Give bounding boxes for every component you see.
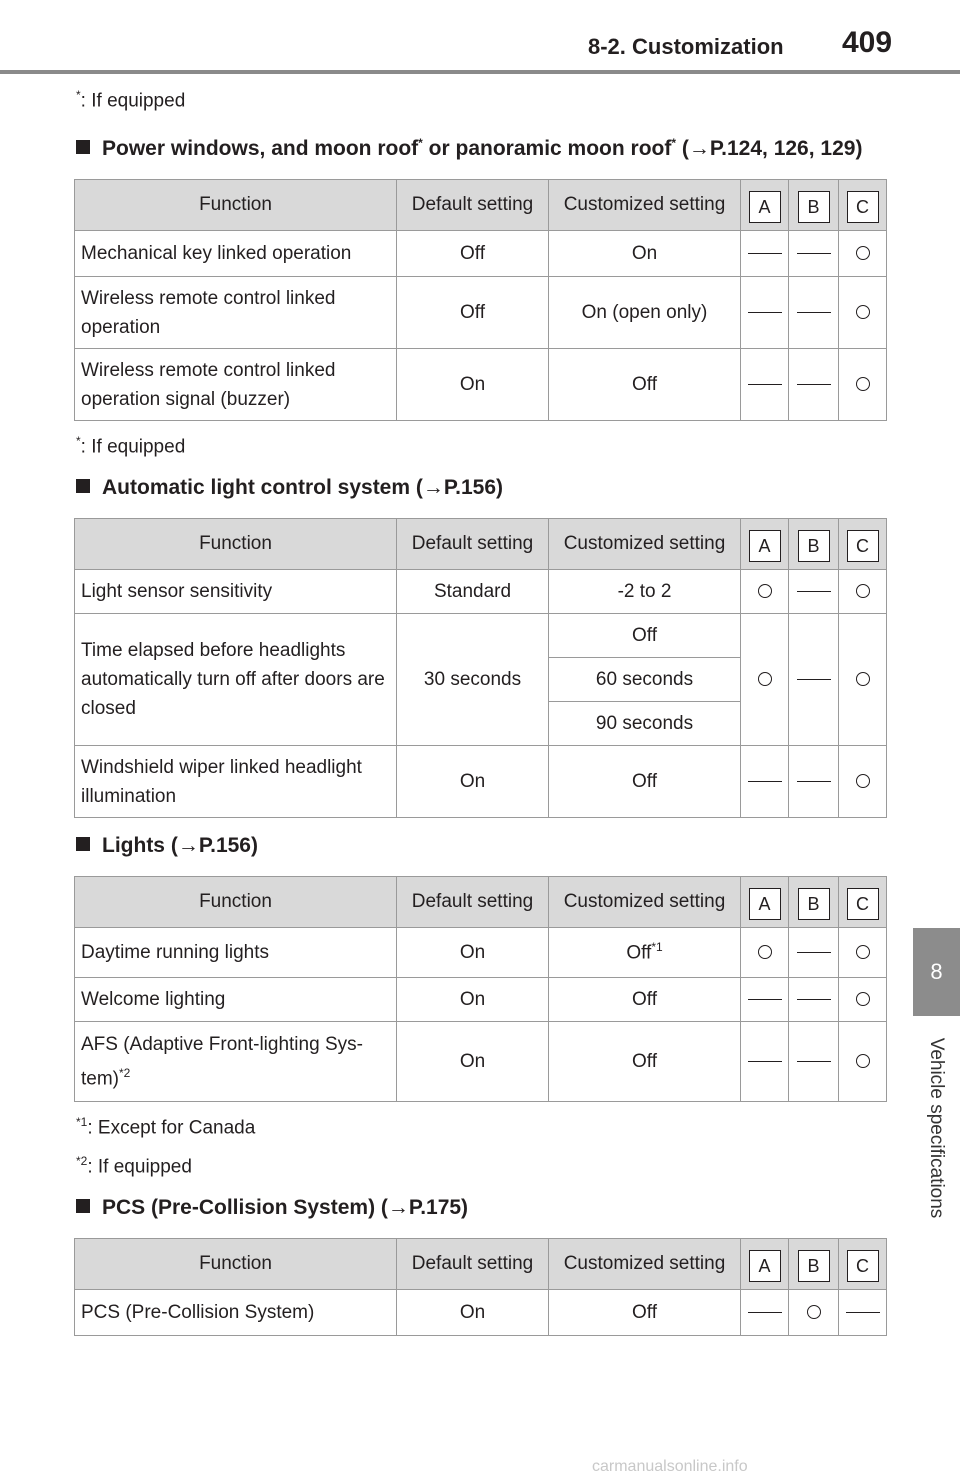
c-cell <box>839 1290 887 1336</box>
c-cell <box>839 570 887 614</box>
dash-icon <box>797 1061 831 1063</box>
header-customized: Customized setting <box>549 1239 741 1290</box>
header-c <box>839 1239 887 1290</box>
a-cell <box>741 570 789 614</box>
circle-icon <box>758 672 772 686</box>
a-cell <box>741 978 789 1022</box>
bullet-icon <box>76 1199 90 1213</box>
header-default: Default setting <box>397 1239 549 1290</box>
b-cell <box>789 1022 839 1102</box>
dash-icon <box>797 591 831 593</box>
b-cell <box>789 570 839 614</box>
a-cell <box>741 928 789 978</box>
c-cell <box>839 277 887 349</box>
label-a: A <box>749 530 781 562</box>
label-b: B <box>798 530 830 562</box>
a-cell <box>741 277 789 349</box>
customized-cell: -2 to 2 <box>549 570 741 614</box>
label-b: B <box>798 191 830 223</box>
footnote-marker: *1 <box>76 1115 88 1129</box>
customized-cell: Off <box>549 1290 741 1336</box>
b-cell <box>789 928 839 978</box>
default-cell: 30 seconds <box>397 614 549 746</box>
customized-cell: Off <box>549 614 741 658</box>
c-cell <box>839 746 887 818</box>
function-cell: Daytime running lights <box>75 928 397 978</box>
footnote-if-equipped <box>76 88 185 112</box>
heading-text-part2: or panoramic moon roof <box>422 137 672 160</box>
default-cell: On <box>397 1290 549 1336</box>
customized-cell: 90 seconds <box>549 702 741 746</box>
b-cell <box>789 746 839 818</box>
default-cell: On <box>397 928 549 978</box>
footnote-text: : If equipped <box>87 1156 192 1178</box>
function-cell <box>75 1022 397 1102</box>
table-row <box>75 277 887 349</box>
header-a <box>741 1239 789 1290</box>
table-row <box>75 349 887 421</box>
table-header-row <box>75 519 887 570</box>
customized-cell: 60 seconds <box>549 658 741 702</box>
b-cell <box>789 1290 839 1336</box>
c-cell <box>839 928 887 978</box>
circle-icon <box>856 774 870 788</box>
b-cell <box>789 231 839 277</box>
footnote-marker: * <box>418 136 423 150</box>
a-cell <box>741 1290 789 1336</box>
label-b: B <box>798 1250 830 1282</box>
dash-icon <box>797 253 831 255</box>
dash-icon <box>748 253 782 255</box>
power-windows-table <box>74 179 887 421</box>
footnote-text: : Except for Canada <box>87 1117 256 1139</box>
header-default: Default setting <box>397 180 549 231</box>
customized-cell: Off <box>549 746 741 818</box>
a-cell <box>741 614 789 746</box>
pcs-heading <box>76 1196 468 1220</box>
a-cell <box>741 746 789 818</box>
footnote-marker: * <box>76 434 81 448</box>
table-row <box>75 1022 887 1102</box>
dash-icon <box>797 952 831 954</box>
dash-icon <box>748 999 782 1001</box>
b-cell <box>789 978 839 1022</box>
default-cell: Off <box>397 277 549 349</box>
function-text: AFS (Adaptive Front-lighting Sys-tem) <box>81 1033 363 1090</box>
label-a: A <box>749 888 781 920</box>
circle-icon <box>856 672 870 686</box>
dash-icon <box>797 999 831 1001</box>
table-row <box>75 978 887 1022</box>
default-cell: Off <box>397 231 549 277</box>
dash-icon <box>797 781 831 783</box>
c-cell <box>839 614 887 746</box>
circle-icon <box>856 246 870 260</box>
heading-text: PCS (Pre-Collision System) (→P.175) <box>102 1196 469 1219</box>
bullet-icon <box>76 140 90 154</box>
header-a <box>741 519 789 570</box>
header-default: Default setting <box>397 519 549 570</box>
b-cell <box>789 277 839 349</box>
dash-icon <box>748 312 782 314</box>
default-cell: On <box>397 978 549 1022</box>
default-cell: On <box>397 1022 549 1102</box>
customized-value: Off <box>626 942 652 964</box>
table-row <box>75 746 887 818</box>
header-b <box>789 877 839 928</box>
heading-text: Lights (→P.156) <box>102 834 258 857</box>
dash-icon <box>797 312 831 314</box>
header-customized: Customized setting <box>549 519 741 570</box>
heading-text: Automatic light control system (→P.156) <box>102 476 504 499</box>
label-c: C <box>847 530 879 562</box>
auto-light-table <box>74 518 887 818</box>
header-c <box>839 877 887 928</box>
circle-icon <box>807 1305 821 1319</box>
dash-icon <box>797 384 831 386</box>
a-cell <box>741 349 789 421</box>
circle-icon <box>856 377 870 391</box>
circle-icon <box>856 305 870 319</box>
power-windows-heading <box>76 136 862 161</box>
function-cell: Time elapsed before headlights automatically turn off after doors are closed <box>75 614 397 746</box>
watermark: carmanualsonline.info <box>592 1458 748 1475</box>
default-cell: On <box>397 349 549 421</box>
default-cell: On <box>397 746 549 818</box>
heading-page-ref: (→P.124, 126, 129) <box>676 137 863 160</box>
table-row <box>75 231 887 277</box>
circle-icon <box>856 992 870 1006</box>
customized-cell: Off <box>549 1022 741 1102</box>
function-cell: Windshield wiper linked headlight illumination <box>75 746 397 818</box>
header-b <box>789 519 839 570</box>
footnote-marker: *2 <box>76 1154 88 1168</box>
header-divider <box>0 70 960 74</box>
footnote-marker: *2 <box>119 1065 131 1080</box>
pcs-table <box>74 1238 887 1336</box>
function-cell: Light sensor sensitivity <box>75 570 397 614</box>
footnote-text: : If equipped <box>80 436 186 458</box>
label-a: A <box>749 1250 781 1282</box>
a-cell <box>741 1022 789 1102</box>
circle-icon <box>758 945 772 959</box>
label-b: B <box>798 888 830 920</box>
dash-icon <box>748 384 782 386</box>
header-customized: Customized setting <box>549 877 741 928</box>
auto-light-heading <box>76 476 503 500</box>
page-number: 409 <box>842 26 893 59</box>
footnote-marker: * <box>76 88 81 102</box>
header-default: Default setting <box>397 877 549 928</box>
c-cell <box>839 349 887 421</box>
customized-cell: Off <box>549 349 741 421</box>
header-function: Function <box>75 519 397 570</box>
section-title: 8-2. Customization <box>588 34 784 59</box>
function-cell: Mechanical key linked operation <box>75 231 397 277</box>
table-header-row <box>75 1239 887 1290</box>
dash-icon <box>797 679 831 681</box>
b-cell <box>789 349 839 421</box>
table-header-row <box>75 180 887 231</box>
table-row <box>75 570 887 614</box>
header-function: Function <box>75 1239 397 1290</box>
footnote-if-equipped <box>76 434 185 458</box>
lights-table <box>74 876 887 1102</box>
circle-icon <box>856 945 870 959</box>
circle-icon <box>856 1054 870 1068</box>
customized-cell <box>549 928 741 978</box>
header-a <box>741 877 789 928</box>
customized-cell: On <box>549 231 741 277</box>
dash-icon <box>748 781 782 783</box>
table-row <box>75 928 887 978</box>
function-cell: PCS (Pre-Collision System) <box>75 1290 397 1336</box>
default-cell: Standard <box>397 570 549 614</box>
circle-icon <box>758 584 772 598</box>
header-c <box>839 519 887 570</box>
chapter-number: 8 <box>930 959 943 984</box>
bullet-icon <box>76 479 90 493</box>
footnote-marker: * <box>671 136 677 150</box>
header-b <box>789 1239 839 1290</box>
circle-icon <box>856 584 870 598</box>
c-cell <box>839 978 887 1022</box>
customized-cell: On (open only) <box>549 277 741 349</box>
header-function: Function <box>75 180 397 231</box>
a-cell <box>741 231 789 277</box>
footnote-text: : If equipped <box>80 90 186 112</box>
function-cell: Wireless remote control linked operation signal (buzzer) <box>75 349 397 421</box>
b-cell <box>789 614 839 746</box>
label-c: C <box>847 888 879 920</box>
header-b <box>789 180 839 231</box>
lights-heading <box>76 834 258 858</box>
table-header-row <box>75 877 887 928</box>
bullet-icon <box>76 837 90 851</box>
table-row <box>75 614 887 658</box>
dash-icon <box>748 1312 782 1314</box>
c-cell <box>839 231 887 277</box>
customized-cell: Off <box>549 978 741 1022</box>
header-c <box>839 180 887 231</box>
footnote-marker: *1 <box>651 940 663 955</box>
chapter-tab <box>913 928 960 1016</box>
header-a <box>741 180 789 231</box>
footnote-if-equipped <box>76 1154 192 1178</box>
label-c: C <box>847 191 879 223</box>
header-function: Function <box>75 877 397 928</box>
chapter-label: Vehicle specifications <box>926 1037 947 1219</box>
c-cell <box>839 1022 887 1102</box>
heading-text-part1: Power windows, and moon roof <box>102 137 419 160</box>
table-row <box>75 1290 887 1336</box>
header-customized: Customized setting <box>549 180 741 231</box>
label-a: A <box>749 191 781 223</box>
footnote-except-canada <box>76 1115 255 1139</box>
dash-icon <box>846 1312 880 1314</box>
label-c: C <box>847 1250 879 1282</box>
function-cell: Wireless remote control linked operation <box>75 277 397 349</box>
dash-icon <box>748 1061 782 1063</box>
function-cell: Welcome lighting <box>75 978 397 1022</box>
